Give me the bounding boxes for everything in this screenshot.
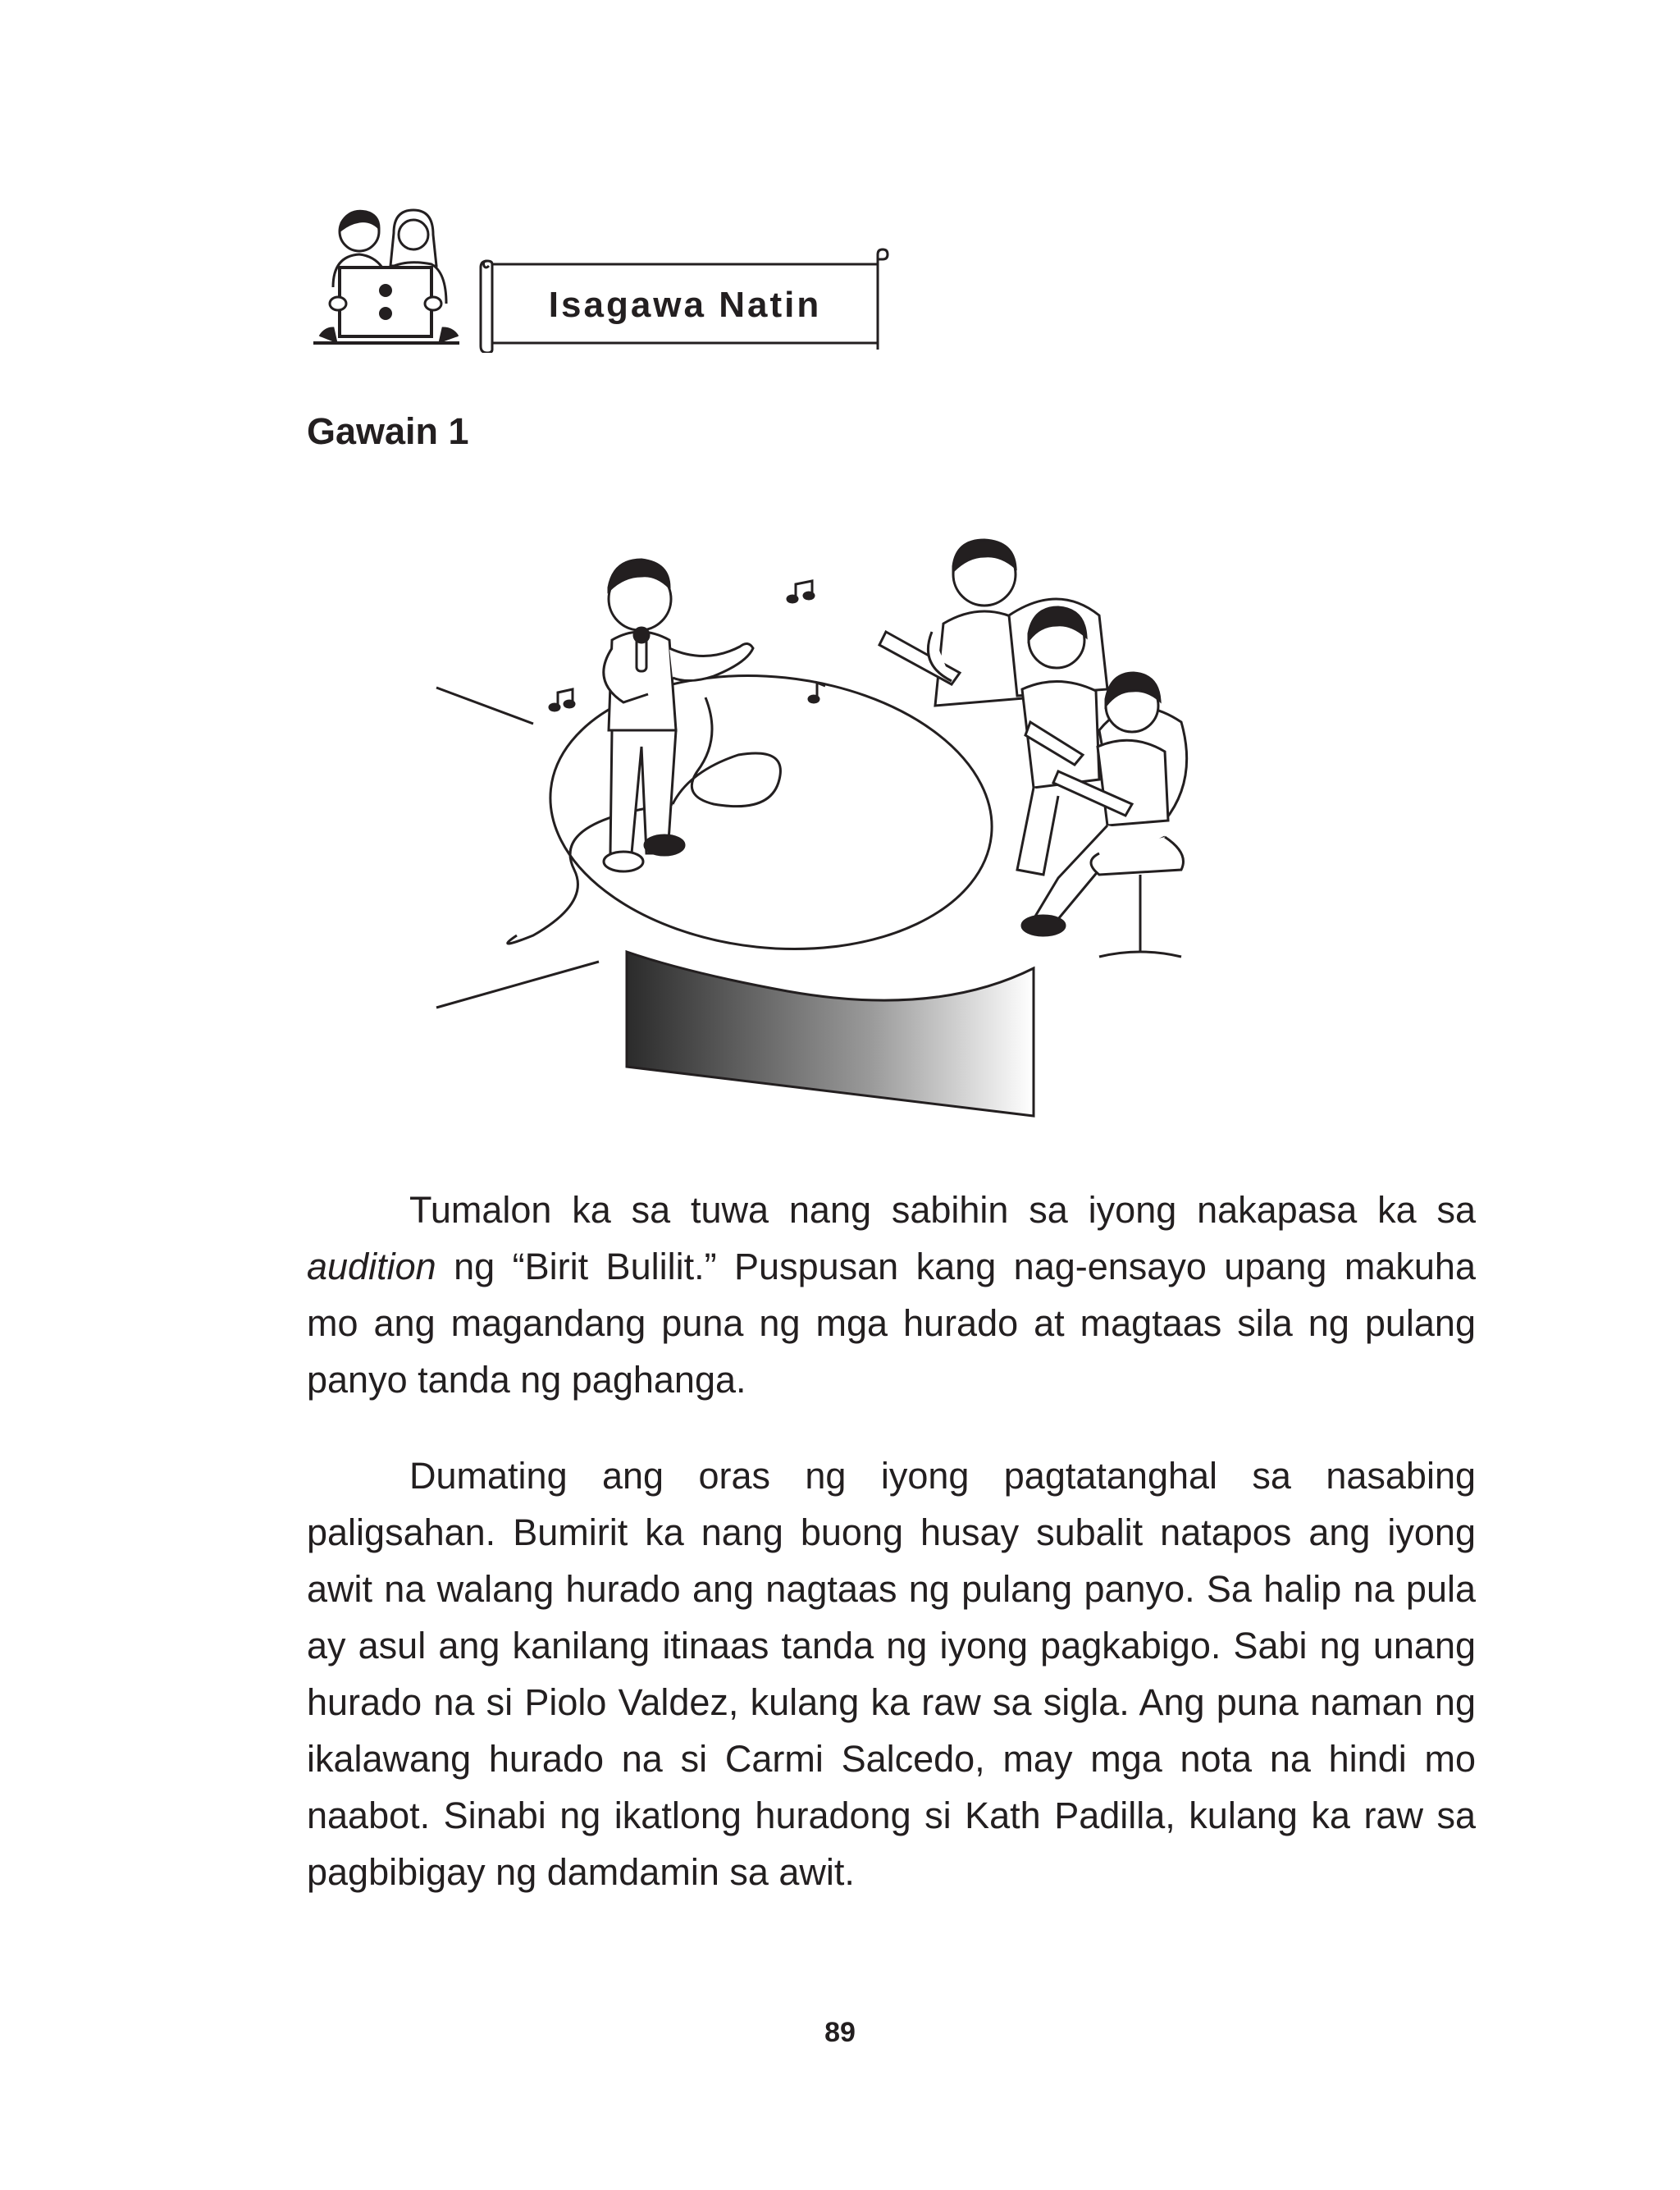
paragraph-1-text-end: ng “Birit Bulilit.” Puspusan kang nag-ensayo upang makuha mo ang magandang puna ng mga hurado at magtaas sila ng pulang panyo tanda ng paghanga. (307, 1246, 1476, 1401)
paragraph-1-text-start: Tumalon ka sa tuwa nang sabihin sa iyong nakapasa ka sa (409, 1189, 1476, 1231)
paragraph-2-text: Dumating ang oras ng iyong pagtatanghal sa nasabing paligsahan. Bumirit ka nang buong husay subalit natapos ang iyong awit na walang hurado ang nagtaas ng pulang panyo. Sa halip na pula ay asul ang kanilang itinaas tanda ng iyong pagkabigo. Sabi ng unang hurado na si Piolo Valdez, kulang ka raw sa sigla. Ang puna naman ng ikalawang hurado na si Carmi Salcedo, may mga nota na hindi mo naabot. Sinabi ng ikatlong huradong si Kath Padilla, kulang ka raw sa pagbibigay ng damdamin sa awit. (307, 1455, 1476, 1893)
paragraph-1-italic-word: audition (307, 1246, 436, 1287)
children-holding-sign-icon (308, 205, 464, 346)
section-title: Isagawa Natin (548, 285, 822, 325)
activity-title: Gawain 1 (307, 410, 469, 452)
page-number: 89 (824, 2017, 856, 2048)
story-paragraph-1 (307, 1182, 1476, 1408)
story-paragraph-2 (307, 1447, 1476, 1900)
singing-contest-illustration (427, 509, 1329, 1132)
